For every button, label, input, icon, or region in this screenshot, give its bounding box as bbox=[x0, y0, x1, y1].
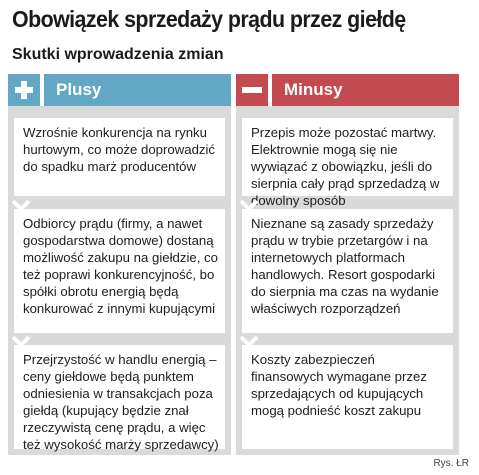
pros-label: Plusy bbox=[56, 80, 102, 99]
infographic-subtitle: Skutki wprowadzenia zmian bbox=[12, 46, 224, 63]
cons-label: Minusy bbox=[284, 80, 343, 99]
cons-item: Koszty zabezpieczeń finansowych wymagane przez sprzedających od kupujących mogą podnieść koszt zakupu bbox=[242, 345, 453, 449]
cons-item: Przepis może pozostać martwy. Elektrownie mogą się nie wywiązać z obowiązku, jeśli do sierpnia cały prąd sprzedadzą w dowolny sposób bbox=[242, 118, 453, 196]
pros-column bbox=[8, 74, 231, 455]
minus-icon bbox=[236, 74, 268, 106]
pros-item: Odbiorcy prądu (firmy, a nawet gospodarstwa domowe) dostaną możliwość zakupu na giełdzie, co też poprawi konkurencyjność, bo spółki obrotu energią będą konkurować z innymi kupującymi bbox=[14, 209, 225, 333]
cons-column bbox=[236, 74, 459, 455]
pros-item: Przejrzystość w handlu energią – ceny giełdowe będą punktem odniesienia w transakcjach poza giełdą (kupujący będzie znał rzeczywistą cenę prądu, a więc też wysokość marży sprzedawcy) bbox=[14, 345, 225, 449]
pros-item: Wzrośnie konkurencja na rynku hurtowym, co może doprowadzić do spadku marż producentów bbox=[14, 118, 225, 196]
image-credit: Rys. ŁR bbox=[433, 458, 469, 469]
plus-icon bbox=[8, 74, 40, 106]
cons-header bbox=[236, 74, 459, 106]
infographic-title: Obowiązek sprzedaży prądu przez giełdę bbox=[12, 6, 406, 32]
cons-item: Nieznane są zasady sprzedaży prądu w trybie przetargów i na internetowych platformach handlowych. Resort gospodarki do sierpnia ma czas na wydanie właściwych rozporządzeń bbox=[242, 209, 453, 333]
pros-header bbox=[8, 74, 231, 106]
